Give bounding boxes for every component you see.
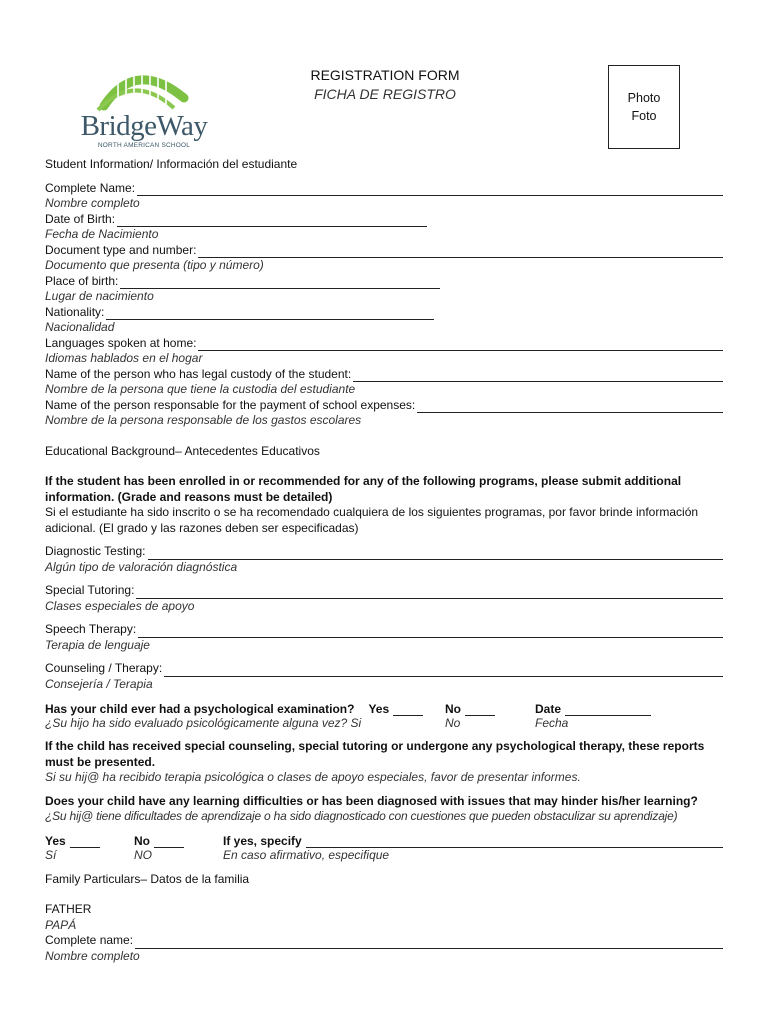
no-label-es: NO [134,848,152,862]
field-label: Complete Name [45,180,132,195]
school-name: BridgeWay [80,110,208,142]
fill-line[interactable] [106,308,434,320]
no-label: No [134,834,150,848]
fill-line[interactable] [198,339,723,351]
education-heading [45,444,723,460]
education-intro-es: Si el estudiante ha sido inscrito o se ha recomendado cualquiera de los siguientes programas, por favor brinde información adicional. (El grado y las razones deben ser especificadas) [45,505,699,535]
school-subtitle: NORTH AMERICAN SCHOOL [97,142,191,149]
learning-question-es: ¿Su hij@ tiene dificultades de aprendizaje o ha sido diagnosticado con cuestiones que pueden obstaculizar su aprendizaje) [45,809,678,823]
program-label: Diagnostic Testing [45,544,143,558]
reports-note: If the child has received special counseling, special tutoring or undergone any psychological therapy, these reports must be presented. [45,739,705,769]
program-label: Counseling / Therapy [45,661,159,675]
fill-line[interactable] [120,277,440,289]
photo-box [608,65,680,149]
field-label: Complete name [45,933,130,947]
form-title-es: FICHA DE REGISTRO [314,86,456,102]
yes-label-es: Sí [45,848,57,862]
field-languages[interactable]: Languages spoken at home : [45,336,723,352]
section-heading-es: – Datos de la familia [140,871,250,886]
program-tutoring[interactable]: Special Tutoring : [45,583,723,599]
field-place-of-birth[interactable]: Place of birth : [45,274,723,290]
field-label: Name of the person who has legal custody of the student [45,366,348,381]
psych-question: Has your child ever had a psychological examination? [45,701,355,716]
field-label: Name of the person responsable for the payment of school expenses [45,397,412,412]
yes-line[interactable] [393,704,423,716]
field-label: Date of Birth [45,211,112,226]
reports-note-es: Si su hij@ ha recibido terapia psicológica o clases de apoyo especiales, favor de presentar informes. [45,770,581,784]
field-label-es: Lugar de nacimiento [45,289,154,303]
school-logo [78,62,210,154]
fill-line[interactable] [117,215,427,227]
field-label-es: Nacionalidad [45,320,115,334]
father-label: FATHER [45,902,92,916]
photo-label-es: Foto [631,109,657,123]
program-label-es: Algún tipo de valoración diagnóstica [45,559,238,574]
program-label-es: Terapia de lenguaje [45,637,150,652]
specify-label-es: En caso afirmativo, especifique [223,848,390,862]
father-complete-name[interactable]: Complete name : [45,933,723,949]
fill-line[interactable] [137,184,723,196]
field-label: Nationality [45,304,102,319]
field-label-es: Idiomas hablados en el hogar [45,351,203,365]
no-line[interactable] [465,704,495,716]
fill-line[interactable] [198,246,723,258]
date-line[interactable] [565,704,651,716]
program-counseling[interactable]: Counseling / Therapy : [45,661,723,677]
fill-line[interactable] [148,548,723,560]
psych-exam-row [45,700,723,731]
photo-label: Photo [627,91,661,105]
yes-label: Yes [45,834,66,848]
section-heading-es: / Información del estudiante [149,157,298,171]
date-label-es: Fecha [535,715,569,730]
family-heading [45,872,723,888]
no-label: No [445,701,461,716]
program-label: Speech Therapy [45,622,133,636]
field-label-es: Nombre completo [45,948,140,963]
date-label: Date [535,701,562,716]
yes-label: Yes [368,701,390,716]
field-label-es: Fecha de Nacimiento [45,227,159,241]
field-label-es: Documento que presenta (tipo y número) [45,258,264,272]
field-label-es: Nombre completo [45,196,140,210]
field-nationality[interactable]: Nationality : [45,305,723,321]
learning-question: Does your child have any learning difficulties or has been diagnosed with issues that may hinder his/her learning? [45,793,698,808]
section-heading: Educational Background [45,443,176,458]
psych-question-es: ¿Su hijo ha sido evaluado psicológicamente alguna vez? Si [45,715,362,730]
program-label-es: Consejería / Terapia [45,676,153,691]
father-label-es: PAPÁ [45,917,77,932]
yes-line[interactable] [70,836,100,848]
fill-line[interactable] [138,626,723,638]
no-label-es: No [445,715,461,730]
form-body [45,157,723,964]
field-label: Document type and number [45,242,194,257]
fill-line[interactable] [136,587,723,599]
section-heading: Family Particulars [45,871,141,886]
no-line[interactable] [154,836,184,848]
education-intro: If the student has been enrolled in or recommended for any of the following programs, please submit additional information. (Grade and reasons must be detailed) [45,474,682,504]
specify-label: If yes, specify [223,834,302,848]
field-document[interactable]: Document type and number : [45,243,723,259]
field-date-of-birth[interactable]: Date of Birth : [45,212,723,228]
fill-line[interactable] [135,937,723,949]
field-label: Languages spoken at home [45,335,194,350]
program-diagnostic[interactable]: Diagnostic Testing : [45,544,723,560]
section-heading-es: – Antecedentes Educativos [175,443,320,458]
fill-line[interactable] [164,665,723,677]
section-heading: Student Information [45,157,150,171]
field-label: Place of birth [45,273,116,288]
learning-answer-row [45,833,723,864]
program-speech[interactable]: Speech Therapy : [45,622,723,638]
field-label-es: Nombre de la persona responsable de los gastos escolares [45,413,362,427]
bridge-arch-icon [96,62,192,112]
field-complete-name[interactable]: Complete Name : [45,181,723,197]
student-info-heading [45,157,723,173]
fill-line[interactable] [417,401,723,413]
program-label: Special Tutoring [45,583,132,597]
form-title: REGISTRATION FORM [310,67,460,83]
field-label-es: Nombre de la persona que tiene la custodia del estudiante [45,382,356,396]
fill-line[interactable] [353,370,723,382]
program-label-es: Clases especiales de apoyo [45,598,195,613]
field-legal-custody[interactable]: Name of the person who has legal custody of the student : [45,367,723,383]
specify-line[interactable] [306,836,723,848]
field-payment-person[interactable]: Name of the person responsable for the payment of school expenses : [45,398,723,414]
father-heading [45,902,723,918]
